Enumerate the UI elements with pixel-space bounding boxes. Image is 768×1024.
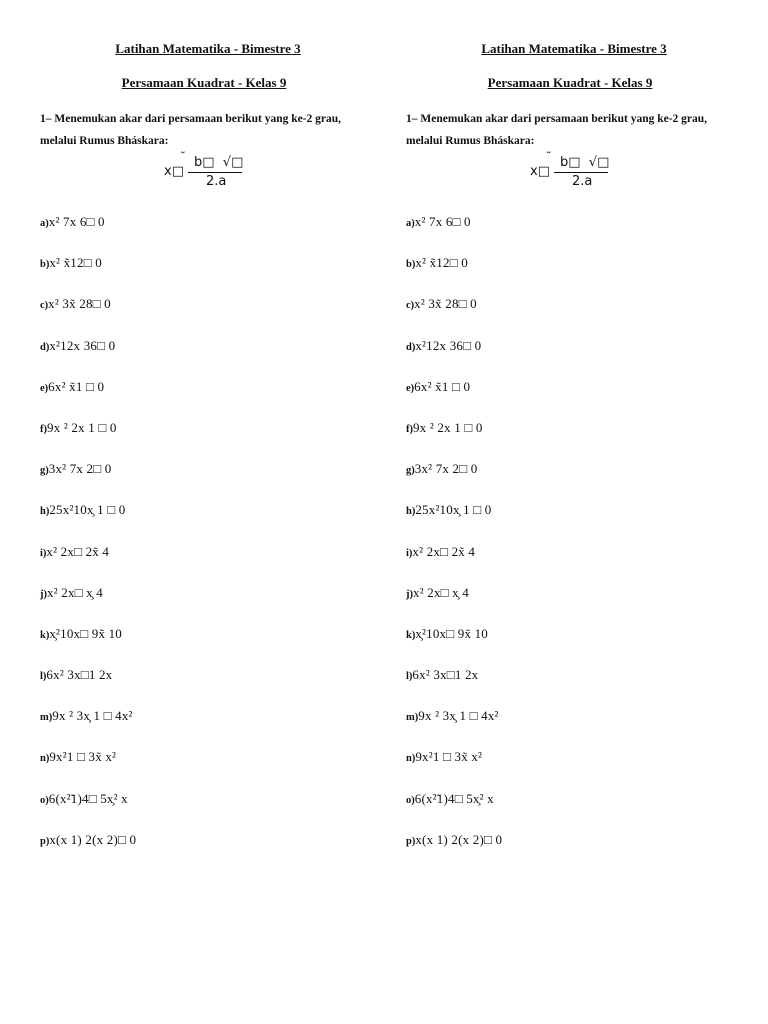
exercise-item xyxy=(406,214,726,255)
exercise-item xyxy=(406,832,726,873)
exercise-item xyxy=(40,585,360,626)
exercise-equation: x² x̃12□ 0 xyxy=(415,255,468,271)
exercise-equation: x²12x 36□ 0 xyxy=(415,337,482,353)
formula-tilde: ˜ xyxy=(546,150,552,163)
formula-denominator: 2.a xyxy=(206,174,227,189)
exercise-equation: x² 2x□ 2x̃ 4 xyxy=(46,543,110,559)
exercise-equation: x(x 1) 2(x 2)□ 0 xyxy=(415,831,503,847)
exercise-equation: x² 3x̃ 28□ 0 xyxy=(414,296,477,312)
bhaskara-formula xyxy=(406,150,726,196)
exercise-item xyxy=(40,749,360,790)
exercise-label: m) xyxy=(40,712,53,724)
exercise-label: d) xyxy=(406,341,416,353)
exercise-label: p) xyxy=(406,835,416,847)
exercise-label: g) xyxy=(40,465,49,477)
formula-tilde: ˜ xyxy=(180,150,186,163)
exercise-item xyxy=(406,626,726,667)
exercise-label: b) xyxy=(40,259,50,271)
exercise-equation: 25x²10x̧ 1 □ 0 xyxy=(49,502,126,518)
exercise-label: k) xyxy=(40,629,50,641)
exercise-equation: x² 2x□ x̧ 4 xyxy=(413,584,469,600)
worksheet-title: Latihan Matematika - Bimestre 3 xyxy=(481,41,667,56)
exercise-equation: x² 2x□ 2x̃ 4 xyxy=(412,543,476,559)
exercise-item xyxy=(406,749,726,790)
exercise-label: j) xyxy=(40,588,47,600)
exercise-item xyxy=(40,667,360,708)
exercise-label: o) xyxy=(406,794,415,806)
exercise-label: l) xyxy=(40,671,47,683)
exercise-list xyxy=(40,214,360,873)
exercise-equation: 9x ² 3x̧ 1 □ 4x² xyxy=(52,708,133,724)
exercise-label: g) xyxy=(406,465,415,477)
exercise-item xyxy=(40,296,360,337)
exercise-item xyxy=(406,255,726,296)
exercise-label: i) xyxy=(406,547,413,559)
exercise-equation: 9x²1 □ 3x̃ x² xyxy=(415,749,483,765)
exercise-item xyxy=(40,708,360,749)
formula-numerator: b□ √□ xyxy=(560,155,610,170)
exercise-equation: 6x² 3x□1 2x xyxy=(46,667,113,683)
exercise-item xyxy=(406,379,726,420)
exercise-equation: 9x ² 2x 1 □ 0 xyxy=(413,419,483,435)
exercise-item xyxy=(40,626,360,667)
exercise-item xyxy=(406,585,726,626)
exercise-item xyxy=(40,420,360,461)
exercise-equation: x(x 1) 2(x 2)□ 0 xyxy=(49,831,137,847)
exercise-equation: 6x² x̃1 □ 0 xyxy=(48,378,105,394)
worksheet-subtitle: Persamaan Kuadrat - Kelas 9 xyxy=(121,75,287,90)
exercise-item xyxy=(406,461,726,502)
exercise-label: f) xyxy=(406,423,413,435)
exercise-label: n) xyxy=(406,753,416,765)
worksheet-column-left xyxy=(40,40,360,873)
exercise-equation: x̧²10x□ 9x̃ 10 xyxy=(415,625,488,641)
exercise-equation: 9x ² 3x̧ 1 □ 4x² xyxy=(418,708,499,724)
exercise-label: a) xyxy=(406,218,415,229)
exercise-equation: 6x² 3x□1 2x xyxy=(412,667,479,683)
exercise-equation: x² 2x□ x̧ 4 xyxy=(47,584,103,600)
worksheet-title: Latihan Matematika - Bimestre 3 xyxy=(115,41,301,56)
exercise-label: j) xyxy=(406,588,413,600)
exercise-item xyxy=(40,544,360,585)
instruction-text: 1– Menemukan akar dari persamaan berikut yang ke-2 grau, melalui Rumus Bháskara: xyxy=(406,113,708,147)
formula-lhs: x□ xyxy=(164,164,184,179)
exercise-label: h) xyxy=(40,506,50,518)
exercise-equation: 6(x²̃1)4□ 5x̧² x xyxy=(48,790,128,806)
exercise-label: m) xyxy=(406,712,419,724)
exercise-label: b) xyxy=(406,259,416,271)
exercise-item xyxy=(40,832,360,873)
exercise-label: l) xyxy=(406,671,413,683)
fraction-bar xyxy=(554,172,608,173)
exercise-item xyxy=(406,296,726,337)
exercise-equation: x² 3x̃ 28□ 0 xyxy=(48,296,111,312)
exercise-equation: x²12x 36□ 0 xyxy=(49,337,116,353)
exercise-label: h) xyxy=(406,506,416,518)
exercise-item xyxy=(40,502,360,543)
exercise-item xyxy=(40,255,360,296)
exercise-list xyxy=(406,214,726,873)
exercise-item xyxy=(40,461,360,502)
formula-numerator: b□ √□ xyxy=(194,155,244,170)
exercise-label: o) xyxy=(40,794,49,806)
exercise-equation: 3x² 7x 2□ 0 xyxy=(48,461,112,477)
exercise-label: p) xyxy=(40,835,50,847)
exercise-label: i) xyxy=(40,547,47,559)
exercise-label: a) xyxy=(40,218,49,229)
exercise-item xyxy=(406,502,726,543)
exercise-item xyxy=(406,544,726,585)
exercise-equation: 25x²10x̧ 1 □ 0 xyxy=(415,502,492,518)
exercise-label: f) xyxy=(40,423,47,435)
exercise-label: e) xyxy=(40,382,49,394)
exercise-item xyxy=(40,214,360,255)
worksheet-subtitle: Persamaan Kuadrat - Kelas 9 xyxy=(487,75,653,90)
exercise-label: n) xyxy=(40,753,50,765)
exercise-equation: x² 7x 6□ 0 xyxy=(48,214,105,229)
exercise-equation: x² 7x 6□ 0 xyxy=(414,214,471,229)
exercise-item xyxy=(406,791,726,832)
exercise-label: c) xyxy=(40,300,49,312)
exercise-equation: 9x ² 2x 1 □ 0 xyxy=(47,419,117,435)
exercise-item xyxy=(406,667,726,708)
exercise-item xyxy=(40,338,360,379)
exercise-label: e) xyxy=(406,382,415,394)
exercise-item xyxy=(40,791,360,832)
exercise-equation: 6x² x̃1 □ 0 xyxy=(414,378,471,394)
instruction-text: 1– Menemukan akar dari persamaan berikut yang ke-2 grau, melalui Rumus Bháskara: xyxy=(40,113,342,147)
formula-denominator: 2.a xyxy=(572,174,593,189)
exercise-equation: x² x̃12□ 0 xyxy=(49,255,102,271)
exercise-equation: x̧²10x□ 9x̃ 10 xyxy=(49,625,122,641)
exercise-equation: 3x² 7x 2□ 0 xyxy=(414,461,478,477)
exercise-label: c) xyxy=(406,300,415,312)
formula-lhs: x□ xyxy=(530,164,550,179)
exercise-equation: 6(x²̃1)4□ 5x̧² x xyxy=(414,790,494,806)
fraction-bar xyxy=(188,172,242,173)
exercise-item xyxy=(406,708,726,749)
exercise-equation: 9x²1 □ 3x̃ x² xyxy=(49,749,117,765)
worksheet-column-right xyxy=(406,40,726,873)
exercise-label: d) xyxy=(40,341,50,353)
bhaskara-formula xyxy=(40,150,360,196)
exercise-label: k) xyxy=(406,629,416,641)
exercise-item xyxy=(406,338,726,379)
exercise-item xyxy=(40,379,360,420)
exercise-item xyxy=(406,420,726,461)
